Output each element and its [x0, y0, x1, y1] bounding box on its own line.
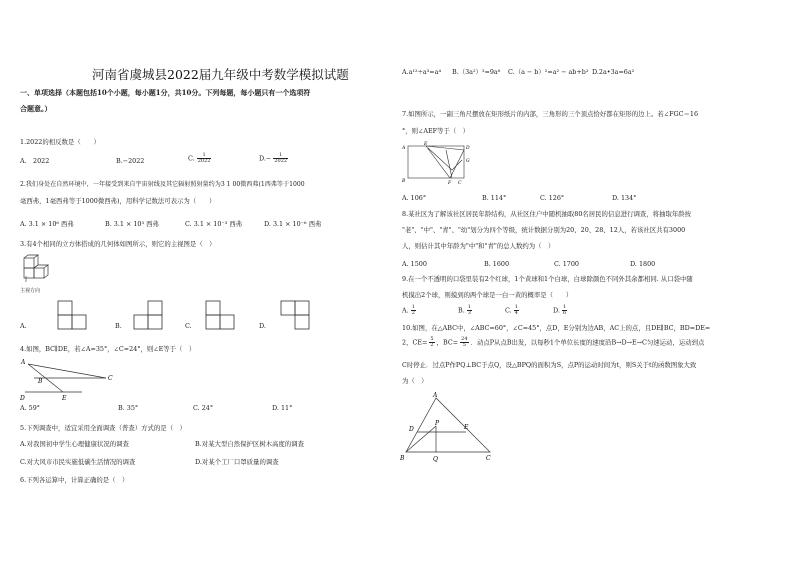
q9-option-b	[458, 305, 472, 316]
q8-option-b: B. 1600	[484, 260, 510, 268]
q9-option-d-prefix: D.	[553, 306, 560, 315]
q9-option-d	[553, 305, 567, 316]
q5-option-c: C.对大风市市民实施低碳生活情况的调查	[20, 458, 136, 466]
q3-option-d-figure	[280, 300, 310, 330]
q3-option-c: C.	[185, 322, 192, 330]
q3-option-c-figure	[205, 300, 235, 330]
q3-option-a-figure	[57, 300, 87, 330]
q10-label-b: B	[400, 455, 405, 462]
q7-label-g: G	[466, 159, 470, 164]
q9-option-a-fraction	[411, 305, 416, 316]
q3-solid-figure	[20, 254, 80, 286]
q7-option-b: B. 114°	[482, 194, 507, 202]
q9-option-a	[402, 305, 416, 316]
section-1-heading-line2: 合题意。）	[20, 104, 52, 113]
q9-option-b-prefix: B.	[458, 306, 465, 315]
q5-stem: 5.下列调查中，适宜采用全面调查（普查）方式的是（ ）	[20, 424, 186, 432]
q8-option-c: C. 1700	[554, 260, 579, 268]
q5-option-b: B.对某大型自然保护区树木高度的调查	[195, 440, 304, 448]
q3-option-a: A.	[20, 322, 27, 330]
q9-option-a-prefix: A.	[402, 306, 409, 315]
q1-option-d-prefix: D.−	[259, 154, 272, 163]
q6-option-b: B.（3a²）³=9a⁶	[452, 68, 501, 76]
q1-option-d	[259, 153, 288, 164]
q10-ce-denominator: 2	[430, 342, 434, 348]
q2-stem-line1: 2.我们身处在自然环境中，一年接受到来自宇宙射线及其它辐射照射量约为3 1 00微西弗(1西弗等于1000	[20, 181, 305, 188]
q2-option-c: C. 3.1 × 10⁻³ 西弗	[185, 220, 243, 228]
q10-stem-line4: 为（ ）	[402, 377, 428, 385]
q10-label-c: C	[486, 455, 491, 462]
q4-label-c: C	[108, 375, 113, 382]
q1-c-denominator: 2022	[197, 158, 211, 164]
q9-a-numerator: 1	[411, 304, 415, 310]
q9-option-d-fraction	[562, 305, 567, 316]
q7-triangle-1	[426, 146, 464, 178]
q4-option-d: D. 11°	[272, 404, 293, 412]
q10-stem-line3: C时停止．过点P作PQ⊥BC于点Q，设△BPQ的面积为S，点P的运动时间为t，则S关于t的函数图象大致	[402, 361, 697, 369]
q7-rectangle	[408, 146, 464, 178]
q4-label-b: B	[38, 378, 43, 385]
q4-option-c: C. 24°	[193, 404, 214, 412]
q10-ce-fraction	[429, 337, 434, 348]
q8-stem-line3: 人，则估计其中年龄为"中"和"青"的总人数约为（ ）	[402, 242, 555, 250]
q6-option-c: C.（a − b）²=a² − ab+b²	[508, 68, 589, 76]
q5-option-a: A.对我国初中学生心理健康状况的调查	[20, 440, 129, 448]
q9-stem-line1: 9.在一个不透明的口袋里装有2个红球，1个黄球和1个白球，白球除颜色不同外其余都相同. 从口袋中随	[402, 275, 693, 283]
q4-label-d: D	[20, 395, 25, 402]
q8-option-d: D. 1800	[630, 260, 656, 268]
q7-option-d: D. 134°	[612, 194, 637, 202]
q9-option-c	[505, 305, 519, 316]
q1-option-c-fraction	[197, 153, 212, 164]
q7-option-c: C. 126°	[540, 194, 565, 202]
q10-line2-part2: ，BC=	[436, 338, 459, 347]
q10-stem-line1: 10.如图，在△ABC中，∠ABC=60°，∠C=45°，点D，E分别为边AB，AC上的点，且DE∥BC，BD=DE=	[402, 324, 711, 332]
q10-label-d: D	[409, 426, 414, 433]
q10-label-p: P	[435, 420, 440, 427]
q4-option-a: A. 59°	[20, 404, 41, 412]
page-title: 河南省虞城县2022届九年级中考数学模拟试题	[92, 67, 349, 82]
q5-option-d: D.对某个工厂口罩质量的调查	[195, 458, 279, 466]
q1-option-b: B.−2022	[116, 157, 145, 165]
q7-label-b: B	[402, 179, 406, 184]
q4-line-ac	[28, 364, 106, 378]
q6-option-a: A.a¹²÷a³=a⁴	[402, 68, 442, 76]
q10-stem-line2	[402, 337, 704, 348]
q2-option-d: D. 3.1 × 10⁻⁶ 西弗	[264, 220, 322, 228]
q4-label-a: A	[21, 359, 26, 366]
q7-option-a: A. 106°	[402, 194, 427, 202]
q2-option-b: B. 3.1 × 10³ 西弗	[105, 220, 159, 228]
q4-label-e: E	[62, 395, 67, 402]
q3-option-d: D.	[259, 322, 266, 330]
q7-label-e: E	[424, 142, 428, 147]
q4-option-b: B. 35°	[118, 404, 139, 412]
q7-label-a: A	[402, 146, 406, 151]
q9-option-c-fraction	[514, 305, 519, 316]
q10-label-e: E	[464, 424, 469, 431]
q1-option-c	[188, 153, 211, 164]
q8-stem-line2: "老"、"中"、"青"、"幼"划分为四个等级，统计数据分别为20、20、28、12人，若该社区共有3000	[402, 226, 686, 234]
q7-stem-line2: °，则∠AEF等于（ ）	[402, 127, 469, 135]
q9-a-denominator: 2	[411, 310, 415, 316]
q7-label-f: F	[448, 181, 452, 186]
q9-c-denominator: 4	[514, 310, 518, 316]
q10-bc-numerator: 24	[461, 336, 468, 342]
q1-d-denominator: 2022	[274, 158, 288, 164]
q7-figure	[402, 140, 472, 186]
q10-figure	[398, 390, 498, 466]
q10-ce-numerator: 5	[430, 336, 434, 342]
q9-b-numerator: 1	[467, 304, 471, 310]
q9-d-numerator: 1	[562, 304, 567, 310]
q10-label-a: A	[433, 392, 438, 399]
q10-line2-part1: 2，CE=	[402, 338, 428, 347]
q2-option-a: A. 3.1 × 10⁶ 西弗	[20, 220, 74, 228]
q4-stem: 4.如图，BC∥DE，若∠A=35°，∠C=24°，则∠E等于（ ）	[20, 345, 196, 353]
q4-figure	[20, 358, 120, 402]
q1-stem: 1.2022的相反数是（ ）	[20, 138, 100, 146]
q7-label-d: D	[466, 146, 470, 151]
q10-bc-fraction	[460, 337, 468, 348]
q3-option-b: B.	[115, 322, 122, 330]
q8-stem-line1: 8.某社区为了解该社区居民年龄结构，从社区住户中随机抽取80名居民的信息进行调查，将抽取年龄按	[402, 210, 692, 218]
q1-option-a: A. 2022	[20, 157, 50, 165]
q8-option-a: A. 1500	[402, 260, 427, 268]
q10-label-q: Q	[433, 456, 438, 463]
q10-bc-denominator: 5	[462, 342, 466, 348]
q3-stem: 3.有4个相同的立方体搭成的几何体如图所示，则它的主视图是（ ）	[20, 240, 216, 248]
q9-option-c-prefix: C.	[505, 306, 512, 315]
q1-option-d-fraction	[273, 153, 288, 164]
q9-option-b-fraction	[467, 305, 472, 316]
section-1-heading-line1: 一、单项选择（本题包括10个小题，每小题1分，共10分。下列每题，每小题只有一个选项符	[20, 88, 311, 97]
q9-stem-line2: 机摸出2个球，则摸到的两个球是一白一黄的概率是（ ）	[402, 291, 573, 299]
q9-d-denominator: 6	[562, 310, 567, 316]
q2-stem-line2: 毫西弗，1毫西弗等于1000微西弗)，用科学记数法可表示为（ ）	[20, 197, 216, 205]
q7-triangle-2	[428, 148, 462, 170]
q6-stem: 6.下列各运算中，计算正确的是（ ）	[20, 476, 129, 484]
q10-line2-part3: ．动点P从点B出发，以每秒1个单位长度的速度沿B→D→E→C匀速运动，运动到点	[470, 338, 705, 347]
q1-d-numerator: 1	[273, 153, 288, 159]
q6-option-d: D.2a•3a=6a²	[592, 68, 635, 76]
q7-label-c: C	[458, 181, 462, 186]
q7-stem-line1: 7.如图所示，一副三角尺摆放在矩形纸片的内部，三角形的三个顶点恰好都在矩形的边上。若∠FGC＝16	[402, 110, 699, 118]
q1-option-c-prefix: C.	[188, 154, 195, 163]
q9-b-denominator: 3	[467, 310, 471, 316]
q9-c-numerator: 1	[514, 304, 518, 310]
q1-c-numerator: 1	[197, 153, 212, 159]
q10-triangle-abc	[406, 398, 490, 452]
q3-option-b-figure	[133, 300, 163, 330]
q3-view-direction-caption: 主视方向	[20, 288, 41, 294]
